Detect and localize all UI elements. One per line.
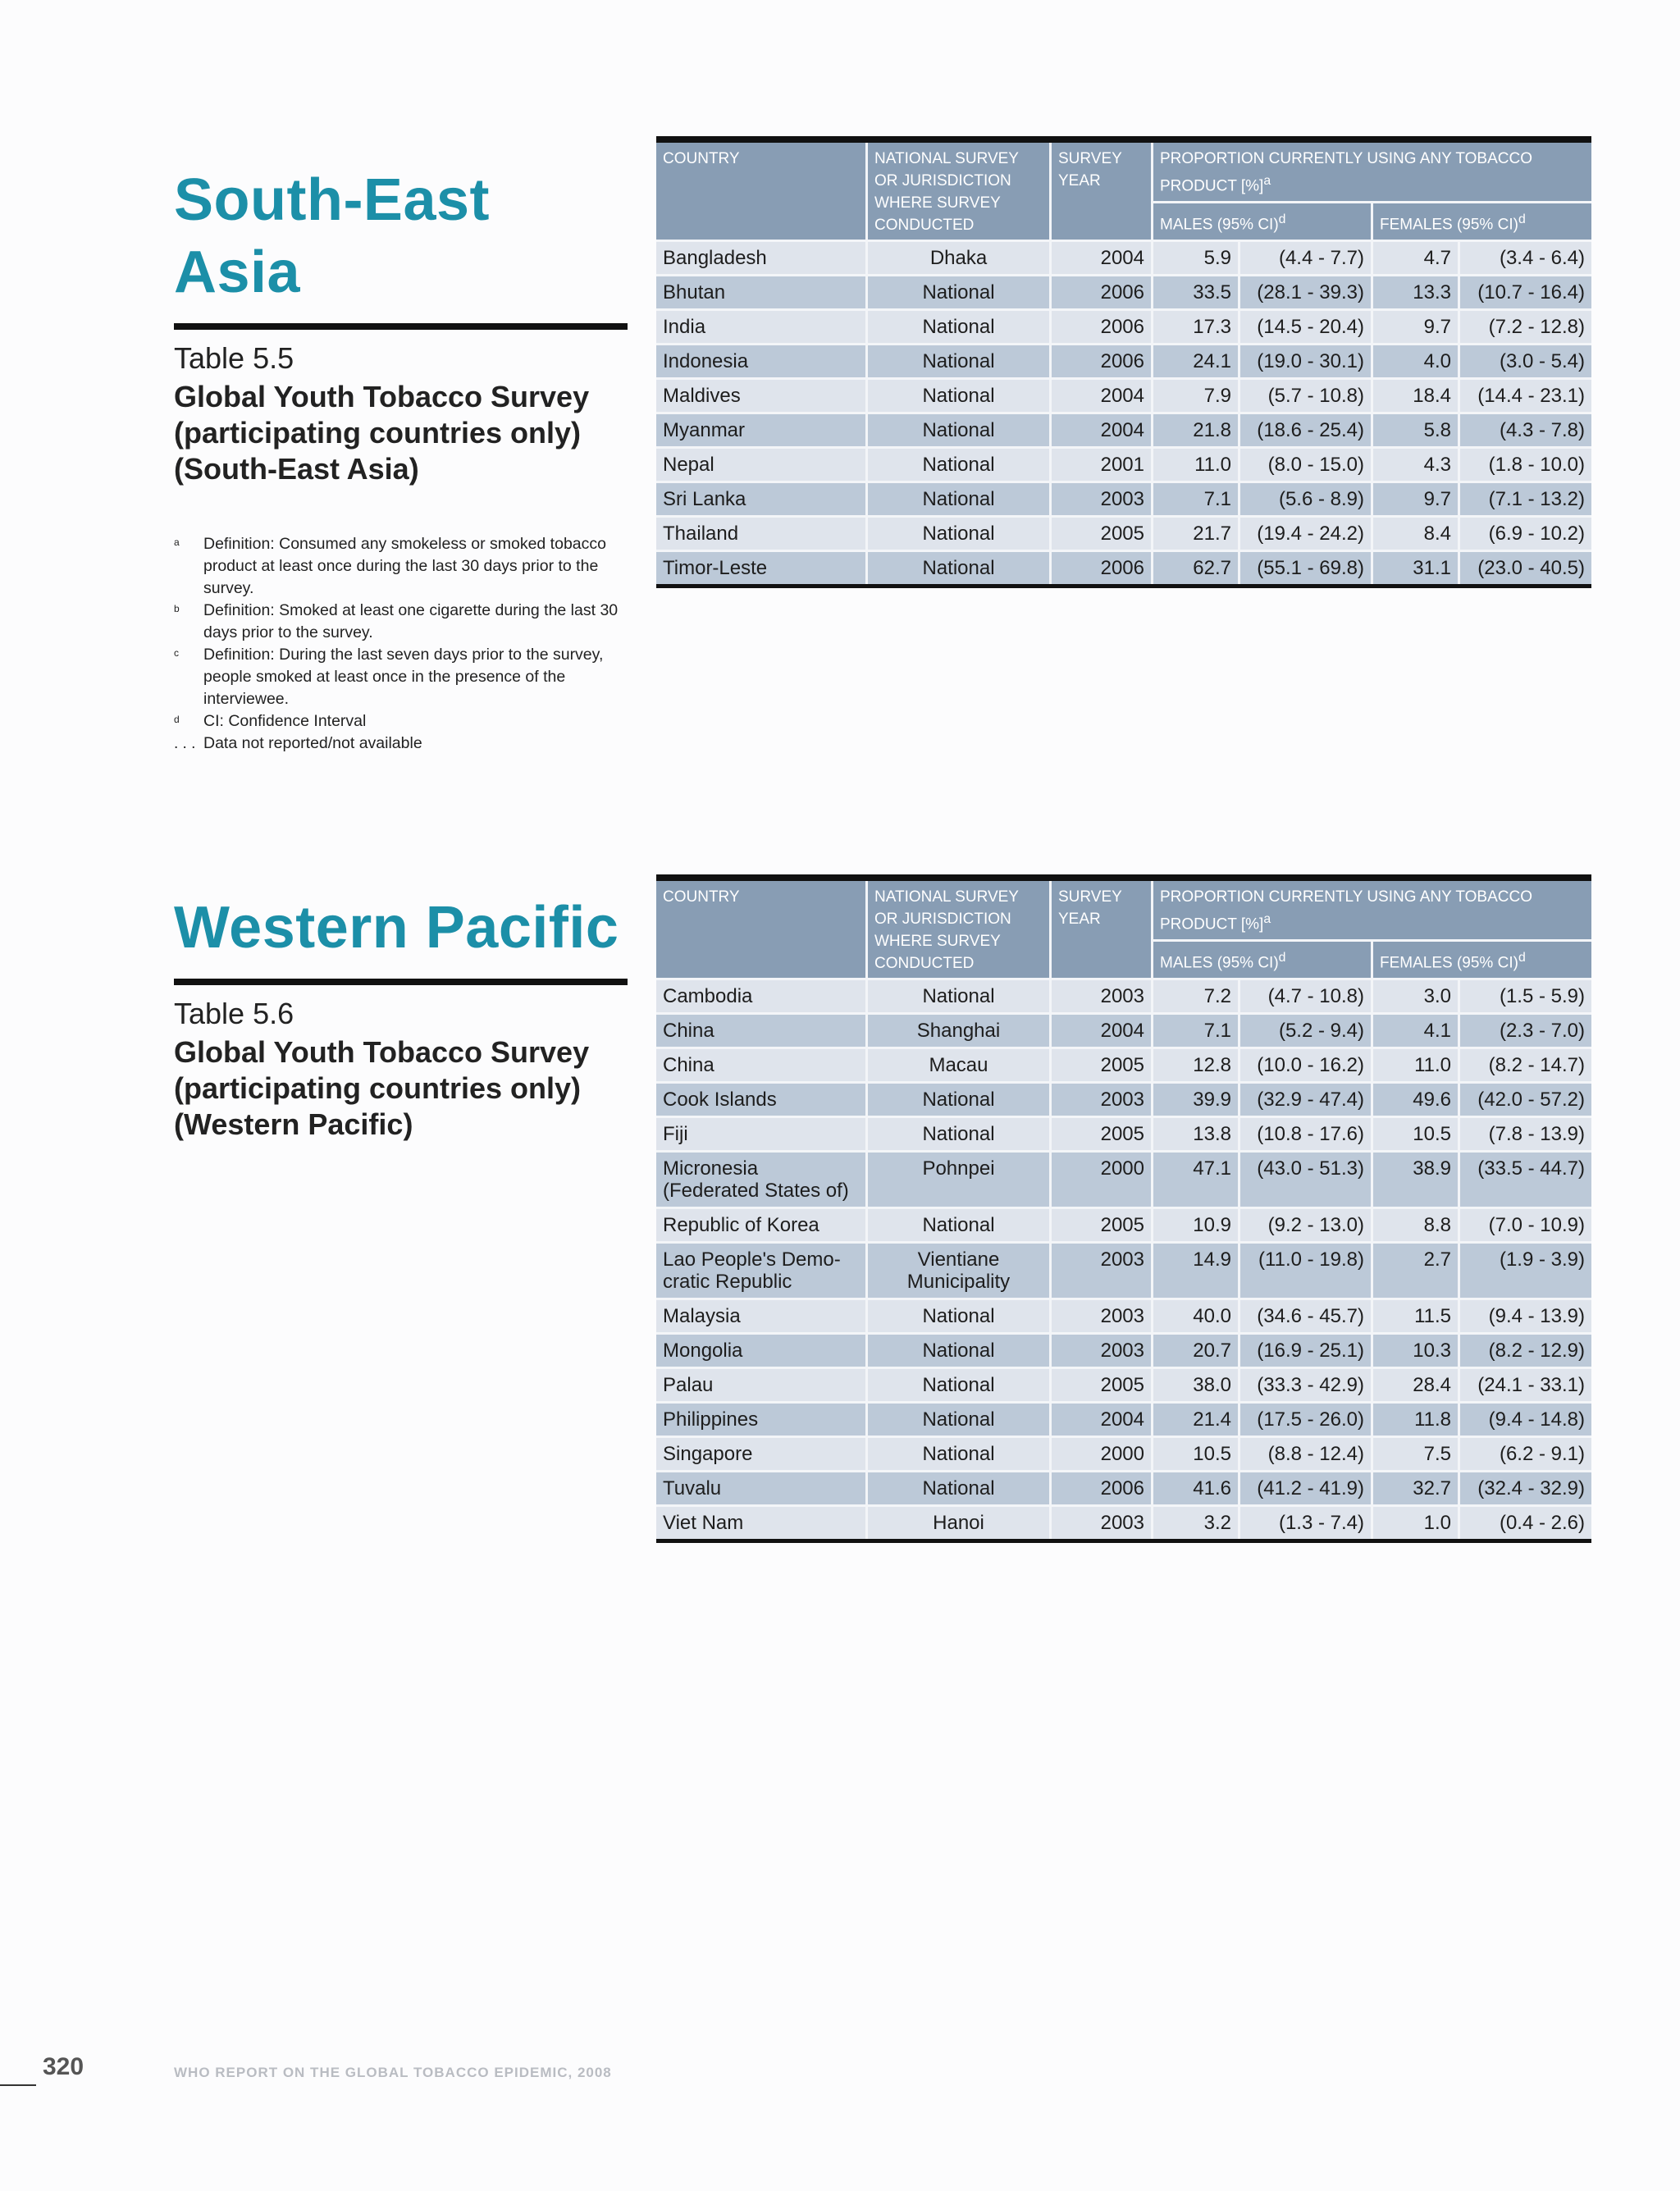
cell-females-ci: (7.2 - 12.8)	[1460, 311, 1591, 345]
cell-year: 2006	[1052, 311, 1153, 345]
header-country: COUNTRY	[656, 143, 868, 242]
cell-females-pct: 10.3	[1373, 1335, 1460, 1369]
cell-survey: National	[868, 552, 1052, 584]
header-females	[1373, 942, 1591, 980]
cell-females-ci: (7.8 - 13.9)	[1460, 1118, 1591, 1153]
cell-survey: Pohnpei	[868, 1153, 1052, 1209]
sea-left-column	[174, 164, 628, 755]
table-title	[174, 379, 628, 487]
cell-males-ci: (11.0 - 19.8)	[1240, 1244, 1373, 1300]
cell-survey: National	[868, 518, 1052, 552]
table-number: Table 5.5	[174, 341, 294, 375]
cell-females-pct: 4.0	[1373, 345, 1460, 380]
cell-country: Timor-Leste	[656, 552, 868, 584]
table-row	[656, 1049, 1591, 1084]
cell-females-pct: 13.3	[1373, 276, 1460, 311]
cell-survey: National	[868, 380, 1052, 414]
cell-year: 2006	[1052, 1472, 1153, 1507]
header-females-text: FEMALES (95% CI)	[1380, 216, 1518, 234]
cell-males-pct: 3.2	[1153, 1507, 1240, 1539]
table-row	[656, 1084, 1591, 1118]
cell-survey: National	[868, 1300, 1052, 1335]
header-proportion-text: PROPORTION CURRENTLY USING ANY TOBACCO PRODUCT [%]	[1160, 888, 1532, 933]
cell-females-ci: (2.3 - 7.0)	[1460, 1015, 1591, 1049]
cell-males-pct: 21.4	[1153, 1404, 1240, 1438]
footnote-mark: c	[174, 647, 179, 659]
cell-females-pct: 4.7	[1373, 242, 1460, 276]
table-row	[656, 449, 1591, 483]
cell-males-pct: 5.9	[1153, 242, 1240, 276]
cell-females-pct: 8.8	[1373, 1209, 1460, 1244]
cell-survey: National	[868, 449, 1052, 483]
cell-males-pct: 38.0	[1153, 1369, 1240, 1404]
footnote-text: Definition: Consumed any smokeless or smoked tobacco product at least once during the last 30 days prior to the survey.	[203, 535, 606, 597]
cell-year: 2004	[1052, 380, 1153, 414]
table-row	[656, 1118, 1591, 1153]
table-row	[656, 1404, 1591, 1438]
cell-country: Republic of Korea	[656, 1209, 868, 1244]
cell-males-ci: (5.2 - 9.4)	[1240, 1015, 1373, 1049]
cell-survey: Shanghai	[868, 1015, 1052, 1049]
cell-survey: National	[868, 311, 1052, 345]
cell-females-pct: 5.8	[1373, 414, 1460, 449]
cell-females-ci: (23.0 - 40.5)	[1460, 552, 1591, 584]
table-western-pacific	[656, 874, 1591, 1543]
cell-males-ci: (32.9 - 47.4)	[1240, 1084, 1373, 1118]
cell-survey: National	[868, 1335, 1052, 1369]
table-row	[656, 1300, 1591, 1335]
table-row	[656, 1153, 1591, 1209]
footnote-ref: d	[1518, 951, 1526, 965]
cell-survey: National	[868, 1369, 1052, 1404]
cell-females-ci: (3.4 - 6.4)	[1460, 242, 1591, 276]
cell-females-ci: (4.3 - 7.8)	[1460, 414, 1591, 449]
cell-females-ci: (0.4 - 2.6)	[1460, 1507, 1591, 1539]
table-row	[656, 552, 1591, 584]
cell-males-pct: 24.1	[1153, 345, 1240, 380]
page-number: 320	[43, 2053, 84, 2080]
cell-females-pct: 32.7	[1373, 1472, 1460, 1507]
cell-country: Micronesia (Federated States of)	[656, 1153, 868, 1209]
cell-males-pct: 13.8	[1153, 1118, 1240, 1153]
table-body	[656, 980, 1591, 1539]
cell-year: 2000	[1052, 1153, 1153, 1209]
page-number-rule	[0, 2084, 36, 2086]
header-survey: NATIONAL SURVEY OR JURISDICTION WHERE SURVEY CONDUCTED	[868, 143, 1052, 242]
table-title-line: (South-East Asia)	[174, 452, 419, 486]
cell-survey: National	[868, 1209, 1052, 1244]
cell-females-ci: (7.1 - 13.2)	[1460, 483, 1591, 518]
cell-males-pct: 10.9	[1153, 1209, 1240, 1244]
cell-country: Tuvalu	[656, 1472, 868, 1507]
cell-females-pct: 7.5	[1373, 1438, 1460, 1472]
cell-year: 2006	[1052, 345, 1153, 380]
footnote-ref: a	[1263, 174, 1271, 188]
cell-males-ci: (33.3 - 42.9)	[1240, 1369, 1373, 1404]
cell-males-ci: (19.0 - 30.1)	[1240, 345, 1373, 380]
cell-country: Malaysia	[656, 1300, 868, 1335]
table-title-line: (participating countries only)	[174, 416, 582, 450]
cell-year: 2003	[1052, 980, 1153, 1015]
footnote	[174, 533, 628, 600]
cell-males-pct: 11.0	[1153, 449, 1240, 483]
table-title	[174, 1034, 628, 1143]
cell-males-ci: (1.3 - 7.4)	[1240, 1507, 1373, 1539]
cell-females-ci: (8.2 - 14.7)	[1460, 1049, 1591, 1084]
cell-males-ci: (4.4 - 7.7)	[1240, 242, 1373, 276]
cell-year: 2004	[1052, 1015, 1153, 1049]
cell-country: Bhutan	[656, 276, 868, 311]
cell-survey: Vientiane Municipality	[868, 1244, 1052, 1300]
cell-females-pct: 9.7	[1373, 311, 1460, 345]
cell-males-ci: (19.4 - 24.2)	[1240, 518, 1373, 552]
cell-survey: National	[868, 483, 1052, 518]
cell-males-pct: 12.8	[1153, 1049, 1240, 1084]
cell-females-pct: 1.0	[1373, 1507, 1460, 1539]
cell-females-pct: 2.7	[1373, 1244, 1460, 1300]
cell-females-ci: (1.9 - 3.9)	[1460, 1244, 1591, 1300]
running-title: WHO REPORT ON THE GLOBAL TOBACCO EPIDEMIC, 2008	[174, 2065, 612, 2080]
footnote-text: Data not reported/not available	[203, 734, 422, 752]
table-row	[656, 1015, 1591, 1049]
cell-males-ci: (17.5 - 26.0)	[1240, 1404, 1373, 1438]
cell-males-pct: 7.1	[1153, 1015, 1240, 1049]
cell-country: Sri Lanka	[656, 483, 868, 518]
cell-females-ci: (32.4 - 32.9)	[1460, 1472, 1591, 1507]
cell-country: Maldives	[656, 380, 868, 414]
region-title-line: Asia	[174, 240, 301, 305]
footnote-ref: d	[1278, 951, 1286, 965]
region-title-south-east-asia	[174, 164, 628, 308]
cell-females-ci: (6.2 - 9.1)	[1460, 1438, 1591, 1472]
cell-survey: National	[868, 1438, 1052, 1472]
cell-year: 2003	[1052, 483, 1153, 518]
cell-females-pct: 4.1	[1373, 1015, 1460, 1049]
cell-males-ci: (10.8 - 17.6)	[1240, 1118, 1373, 1153]
cell-country: Lao People's Demo-cratic Republic	[656, 1244, 868, 1300]
header-females	[1373, 203, 1591, 242]
footnote	[174, 733, 628, 755]
header-proportion-text: PROPORTION CURRENTLY USING ANY TOBACCO PRODUCT [%]	[1160, 150, 1532, 195]
cell-year: 2005	[1052, 1049, 1153, 1084]
cell-males-pct: 14.9	[1153, 1244, 1240, 1300]
table-row	[656, 1244, 1591, 1300]
table-row	[656, 518, 1591, 552]
cell-year: 2001	[1052, 449, 1153, 483]
cell-country: Viet Nam	[656, 1507, 868, 1539]
cell-males-pct: 33.5	[1153, 276, 1240, 311]
cell-country: Thailand	[656, 518, 868, 552]
table-row	[656, 414, 1591, 449]
cell-country: Bangladesh	[656, 242, 868, 276]
cell-survey: National	[868, 1472, 1052, 1507]
header-males-text: MALES (95% CI)	[1160, 954, 1279, 972]
table-body	[656, 242, 1591, 584]
table-title-line: (Western Pacific)	[174, 1107, 413, 1141]
footnote-ref: d	[1518, 212, 1526, 227]
cell-females-pct: 11.8	[1373, 1404, 1460, 1438]
footnote-mark: d	[174, 714, 180, 725]
cell-country: Singapore	[656, 1438, 868, 1472]
cell-males-ci: (14.5 - 20.4)	[1240, 311, 1373, 345]
table-row	[656, 1507, 1591, 1539]
table-row	[656, 1209, 1591, 1244]
footnote	[174, 644, 628, 710]
cell-females-pct: 10.5	[1373, 1118, 1460, 1153]
cell-year: 2003	[1052, 1335, 1153, 1369]
cell-year: 2000	[1052, 1438, 1153, 1472]
cell-country: Fiji	[656, 1118, 868, 1153]
cell-country: Myanmar	[656, 414, 868, 449]
cell-males-ci: (5.6 - 8.9)	[1240, 483, 1373, 518]
cell-year: 2004	[1052, 1404, 1153, 1438]
cell-survey: National	[868, 980, 1052, 1015]
cell-year: 2003	[1052, 1300, 1153, 1335]
cell-females-pct: 9.7	[1373, 483, 1460, 518]
region-title-line: South-East	[174, 167, 491, 233]
cell-females-pct: 11.0	[1373, 1049, 1460, 1084]
cell-country: China	[656, 1015, 868, 1049]
cell-males-ci: (8.8 - 12.4)	[1240, 1438, 1373, 1472]
section-rule	[174, 979, 628, 985]
table-title-line: Global Youth Tobacco Survey	[174, 1035, 590, 1069]
cell-males-pct: 7.9	[1153, 380, 1240, 414]
cell-males-ci: (10.0 - 16.2)	[1240, 1049, 1373, 1084]
cell-country: Cambodia	[656, 980, 868, 1015]
footnote-text: CI: Confidence Interval	[203, 712, 367, 730]
cell-males-ci: (41.2 - 41.9)	[1240, 1472, 1373, 1507]
cell-males-pct: 39.9	[1153, 1084, 1240, 1118]
cell-country: Palau	[656, 1369, 868, 1404]
cell-males-pct: 7.2	[1153, 980, 1240, 1015]
header-country: COUNTRY	[656, 881, 868, 980]
cell-males-pct: 21.7	[1153, 518, 1240, 552]
cell-survey: National	[868, 276, 1052, 311]
footnote-ref: d	[1278, 212, 1286, 227]
cell-year: 2004	[1052, 242, 1153, 276]
table-row	[656, 1438, 1591, 1472]
header-year: SURVEY YEAR	[1052, 143, 1153, 242]
cell-females-pct: 18.4	[1373, 380, 1460, 414]
cell-males-ci: (5.7 - 10.8)	[1240, 380, 1373, 414]
footnote	[174, 600, 628, 644]
cell-country: Philippines	[656, 1404, 868, 1438]
cell-males-pct: 41.6	[1153, 1472, 1240, 1507]
cell-year: 2006	[1052, 552, 1153, 584]
cell-females-pct: 49.6	[1373, 1084, 1460, 1118]
header-proportion	[1153, 881, 1591, 942]
table-row	[656, 1335, 1591, 1369]
cell-females-ci: (6.9 - 10.2)	[1460, 518, 1591, 552]
cell-females-ci: (8.2 - 12.9)	[1460, 1335, 1591, 1369]
cell-survey: National	[868, 1404, 1052, 1438]
table-row	[656, 483, 1591, 518]
cell-country: India	[656, 311, 868, 345]
table-row	[656, 1369, 1591, 1404]
cell-year: 2005	[1052, 518, 1153, 552]
cell-year: 2006	[1052, 276, 1153, 311]
cell-females-ci: (9.4 - 13.9)	[1460, 1300, 1591, 1335]
cell-males-ci: (8.0 - 15.0)	[1240, 449, 1373, 483]
cell-males-pct: 7.1	[1153, 483, 1240, 518]
cell-survey: National	[868, 345, 1052, 380]
table-row	[656, 345, 1591, 380]
table-row	[656, 980, 1591, 1015]
footnote-ref: a	[1263, 912, 1271, 926]
table-row	[656, 380, 1591, 414]
cell-females-pct: 3.0	[1373, 980, 1460, 1015]
table-south-east-asia	[656, 136, 1591, 588]
cell-year: 2004	[1052, 414, 1153, 449]
cell-males-ci: (16.9 - 25.1)	[1240, 1335, 1373, 1369]
cell-year: 2003	[1052, 1507, 1153, 1539]
table-row	[656, 276, 1591, 311]
cell-year: 2005	[1052, 1369, 1153, 1404]
cell-females-ci: (9.4 - 14.8)	[1460, 1404, 1591, 1438]
cell-survey: National	[868, 1118, 1052, 1153]
cell-males-pct: 62.7	[1153, 552, 1240, 584]
header-survey: NATIONAL SURVEY OR JURISDICTION WHERE SURVEY CONDUCTED	[868, 881, 1052, 980]
cell-country: Indonesia	[656, 345, 868, 380]
cell-females-ci: (33.5 - 44.7)	[1460, 1153, 1591, 1209]
cell-year: 2003	[1052, 1084, 1153, 1118]
cell-females-ci: (7.0 - 10.9)	[1460, 1209, 1591, 1244]
cell-country: Mongolia	[656, 1335, 868, 1369]
cell-males-ci: (34.6 - 45.7)	[1240, 1300, 1373, 1335]
cell-males-pct: 40.0	[1153, 1300, 1240, 1335]
footnote-mark: . . .	[174, 735, 196, 752]
cell-females-ci: (10.7 - 16.4)	[1460, 276, 1591, 311]
cell-survey: National	[868, 414, 1052, 449]
cell-females-pct: 31.1	[1373, 552, 1460, 584]
cell-survey: Dhaka	[868, 242, 1052, 276]
table-number: Table 5.6	[174, 997, 294, 1030]
footnote-text: Definition: During the last seven days prior to the survey, people smoked at least once in the presence of the interviewee.	[203, 646, 604, 708]
cell-females-ci: (1.8 - 10.0)	[1460, 449, 1591, 483]
cell-year: 2005	[1052, 1118, 1153, 1153]
cell-females-ci: (3.0 - 5.4)	[1460, 345, 1591, 380]
cell-survey: National	[868, 1084, 1052, 1118]
table-row	[656, 311, 1591, 345]
cell-males-pct: 47.1	[1153, 1153, 1240, 1209]
header-year: SURVEY YEAR	[1052, 881, 1153, 980]
region-title-western-pacific: Western Pacific	[174, 895, 619, 961]
cell-males-pct: 10.5	[1153, 1438, 1240, 1472]
cell-males-ci: (28.1 - 39.3)	[1240, 276, 1373, 311]
header-males	[1153, 203, 1373, 242]
cell-females-ci: (14.4 - 23.1)	[1460, 380, 1591, 414]
cell-females-ci: (24.1 - 33.1)	[1460, 1369, 1591, 1404]
table-row	[656, 242, 1591, 276]
table-row	[656, 1472, 1591, 1507]
cell-males-ci: (4.7 - 10.8)	[1240, 980, 1373, 1015]
cell-country: China	[656, 1049, 868, 1084]
cell-males-pct: 17.3	[1153, 311, 1240, 345]
table-title-line: (participating countries only)	[174, 1071, 582, 1105]
footnotes	[174, 533, 628, 755]
section-rule	[174, 323, 628, 330]
footnote-mark: b	[174, 603, 180, 614]
footnote	[174, 710, 628, 733]
footnote-text: Definition: Smoked at least one cigarette during the last 30 days prior to the survey.	[203, 601, 619, 641]
table-title-line: Global Youth Tobacco Survey	[174, 380, 590, 413]
cell-females-ci: (42.0 - 57.2)	[1460, 1084, 1591, 1118]
cell-females-pct: 11.5	[1373, 1300, 1460, 1335]
cell-survey: Hanoi	[868, 1507, 1052, 1539]
cell-year: 2003	[1052, 1244, 1153, 1300]
cell-males-ci: (55.1 - 69.8)	[1240, 552, 1373, 584]
cell-males-pct: 20.7	[1153, 1335, 1240, 1369]
cell-males-pct: 21.8	[1153, 414, 1240, 449]
wp-left-column	[174, 892, 628, 1143]
cell-country: Cook Islands	[656, 1084, 868, 1118]
cell-females-pct: 38.9	[1373, 1153, 1460, 1209]
cell-year: 2005	[1052, 1209, 1153, 1244]
header-males	[1153, 942, 1373, 980]
cell-males-ci: (9.2 - 13.0)	[1240, 1209, 1373, 1244]
cell-males-ci: (43.0 - 51.3)	[1240, 1153, 1373, 1209]
cell-country: Nepal	[656, 449, 868, 483]
footnote-mark: a	[174, 536, 180, 548]
cell-females-pct: 8.4	[1373, 518, 1460, 552]
cell-males-ci: (18.6 - 25.4)	[1240, 414, 1373, 449]
header-females-text: FEMALES (95% CI)	[1380, 954, 1518, 972]
cell-females-pct: 28.4	[1373, 1369, 1460, 1404]
header-proportion	[1153, 143, 1591, 203]
header-males-text: MALES (95% CI)	[1160, 216, 1279, 234]
cell-survey: Macau	[868, 1049, 1052, 1084]
cell-females-ci: (1.5 - 5.9)	[1460, 980, 1591, 1015]
cell-females-pct: 4.3	[1373, 449, 1460, 483]
